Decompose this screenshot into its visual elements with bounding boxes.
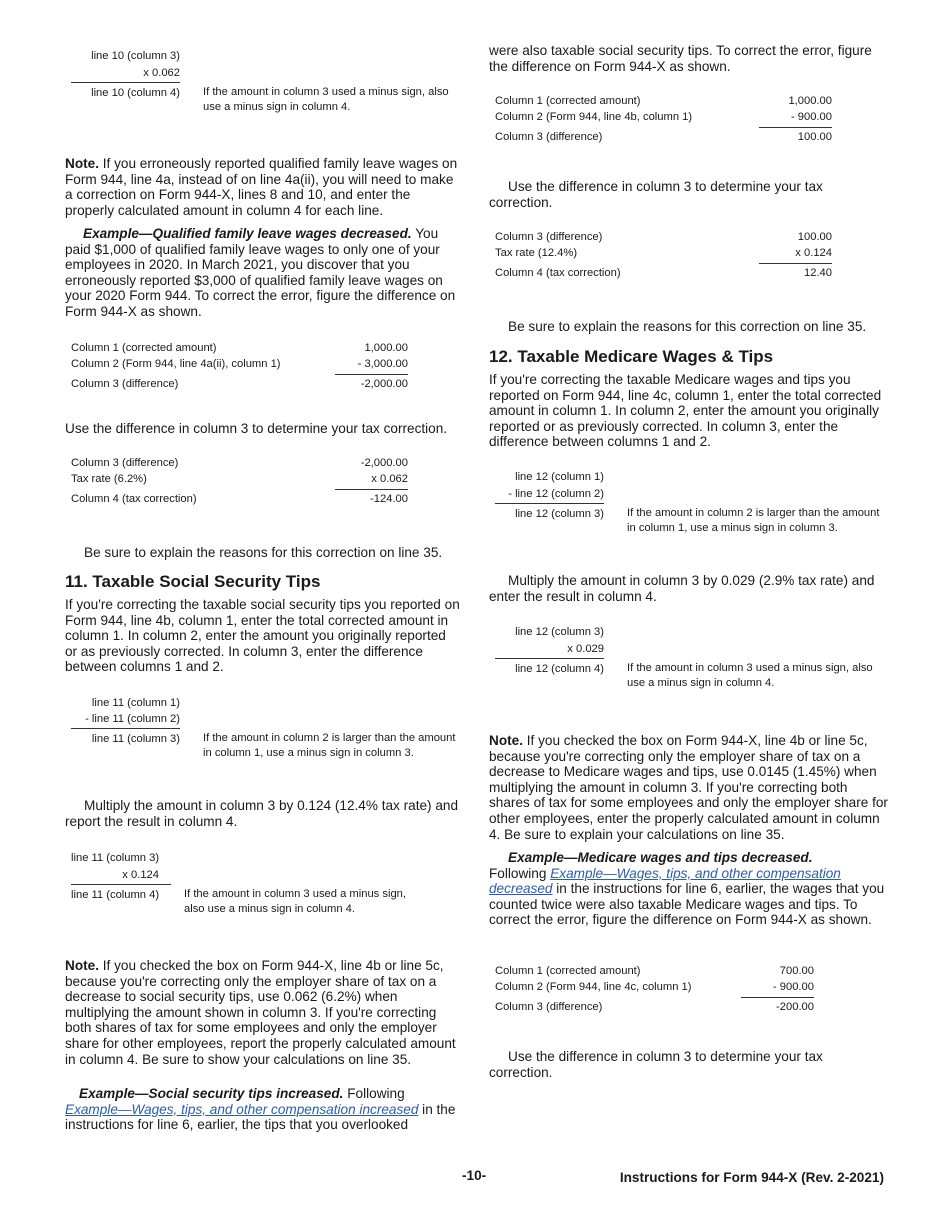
section-11-title: 11. Taxable Social Security Tips xyxy=(65,572,321,591)
section-12-title: 12. Taxable Medicare Wages & Tips xyxy=(489,347,774,366)
table-value: - 900.00 xyxy=(790,111,832,123)
example-medicare xyxy=(489,850,889,928)
table-value: -200.00 xyxy=(776,1001,814,1013)
ws-hint: If the amount in column 2 is larger than the amount in column 1, use a minus sign in column 3. xyxy=(203,732,456,759)
worksheet-line12-diff xyxy=(495,470,890,540)
table-rule xyxy=(335,489,408,490)
ws-result: line 11 (column 4) xyxy=(71,889,160,901)
table-label: Column 4 (tax correction) xyxy=(495,267,621,279)
example-family-leave xyxy=(65,226,460,320)
use-difference-text: Use the difference in column 3 to determine your tax correction. xyxy=(65,421,448,436)
table-rule xyxy=(759,127,832,128)
table-label: Column 3 (difference) xyxy=(495,1001,603,1013)
example-wages-increased-link[interactable]: Example—Wages, tips, and other compensation increased xyxy=(65,1101,419,1117)
section-12-text: If you're correcting the taxable Medicare wages and tips you reported on Form 944, line 4c, column 1, enter the total corrected amount in column 1. In column 2, enter the amount you originally reported or as previously corrected. In column 3, enter the difference between columns 1 and 2. xyxy=(489,372,882,450)
note-text: If you erroneously reported qualified family leave wages on Form 944, line 4a, instead of on line 4a(ii), you will need to make a correction on Form 944-X, lines 8 and 10, and enter the properly calculated amount in column 4 for each line. xyxy=(65,156,458,218)
table-value: -124.00 xyxy=(370,493,408,505)
example-pre: Following xyxy=(489,865,547,881)
explain-text: Be sure to explain the reasons for this correction on line 35. xyxy=(508,319,867,334)
ws-line: line 12 (column 1) xyxy=(515,471,604,483)
ws-hint: If the amount in column 3 used a minus sign, also use a minus sign in column 4. xyxy=(203,86,449,113)
table-label: Column 3 (difference) xyxy=(71,378,179,390)
example-wages-decreased-link[interactable]: Example—Wages, tips, and other compensation decreased xyxy=(489,865,841,897)
table-label: Column 3 (difference) xyxy=(495,231,603,243)
table-family-leave-diff xyxy=(71,342,408,398)
table-rule xyxy=(335,374,408,375)
table-value: -2,000.00 xyxy=(360,457,408,469)
use-difference-text: Use the difference in column 3 to determine your tax correction. xyxy=(489,1049,823,1080)
use-difference-text: Use the difference in column 3 to determine your tax correction. xyxy=(489,179,823,210)
example-label: Example—Social security tips increased. xyxy=(79,1086,344,1101)
table-value: 100.00 xyxy=(797,231,832,243)
table-label: Column 3 (difference) xyxy=(71,457,179,469)
note-label: Note. xyxy=(65,156,99,171)
table-label: Column 2 (Form 944, line 4c, column 1) xyxy=(495,981,692,993)
ws-line: line 12 (column 3) xyxy=(515,626,604,638)
ws-result: line 12 (column 4) xyxy=(515,663,604,675)
ws-hint: If the amount in column 2 is larger than the amount in column 1, use a minus sign in column 3. xyxy=(627,507,880,534)
multiply-11-text: Multiply the amount in column 3 by 0.124 (12.4% tax rate) and report the result in column 4. xyxy=(65,798,459,829)
note-ss-tips xyxy=(65,958,460,1067)
table-label: Column 2 (Form 944, line 4b, column 1) xyxy=(495,111,693,123)
example-text: You paid $1,000 of qualified family leave wages to only one of your employees in 2020. In March 2021, you discover that you erroneously reported $3,000 of qualified family leave wages on your 2020 Form 944. To correct the error, figure the difference on Form 944-X as shown. xyxy=(65,226,456,319)
ws-result: line 10 (column 4) xyxy=(91,87,180,99)
ws-rule xyxy=(495,658,604,659)
ws-rule xyxy=(495,503,604,504)
worksheet-line11-diff xyxy=(71,696,461,766)
example-label: Example—Qualified family leave wages decreased. xyxy=(83,226,412,241)
note-label: Note. xyxy=(65,958,99,973)
table-rule xyxy=(741,997,814,998)
continuation-text: were also taxable social security tips. To correct the error, figure the difference on Form 944-X as shown. xyxy=(489,43,872,74)
table-value: 12.40 xyxy=(804,267,832,279)
ws-rule xyxy=(71,82,180,83)
note-text: If you checked the box on Form 944-X, line 4b or line 5c, because you're correcting only the employer share of tax on a decrease to social security tips, use 0.062 (6.2%) when multiplying the amount shown in column 3. If you're correcting both shares of tax for some employees and only the employer share for other employees, report the properly calculated amount in column 4. Be sure to show your calculations on line 35. xyxy=(65,958,456,1067)
explain-text: Be sure to explain the reasons for this correction on line 35. xyxy=(84,545,443,560)
table-value: x 0.062 xyxy=(371,473,408,485)
ws-line: - line 11 (column 2) xyxy=(85,713,180,725)
table-rule xyxy=(759,263,832,264)
note-text: If you checked the box on Form 944-X, line 4b or line 5c, because you're correcting only the employer share of tax on a decrease to Medicare wages and tips, use 0.0145 (1.45%) when multiplying the amount in column 3. If you're correcting both shares of tax for some employees and only the employer share for other employees, enter the properly calculated amount in column 4. Be sure to explain your calculations on line 35. xyxy=(489,733,888,842)
note-medicare xyxy=(489,733,889,842)
table-value: 700.00 xyxy=(779,965,814,977)
table-label: Column 4 (tax correction) xyxy=(71,493,197,505)
note-family-leave xyxy=(65,156,460,218)
table-value: x 0.124 xyxy=(795,247,832,259)
table-value: -2,000.00 xyxy=(360,378,408,390)
table-ss-tips-diff xyxy=(495,95,832,151)
table-value: - 3,000.00 xyxy=(357,358,408,370)
table-value: 1,000.00 xyxy=(364,342,408,354)
ws-hint: If the amount in column 3 used a minus sign, also use a minus sign in column 4. xyxy=(184,888,407,915)
ws-line: - line 12 (column 2) xyxy=(508,488,604,500)
table-label: Column 1 (corrected amount) xyxy=(495,965,641,977)
example-post: in the instructions for line 6, earlier, the wages that you counted twice were also taxable Medicare wages and tips. To correct the error, figure the difference on Form 944-X as shown. xyxy=(489,881,885,928)
ws-result: line 12 (column 3) xyxy=(515,508,604,520)
ws-multiplier: x 0.062 xyxy=(143,67,180,79)
worksheet-line12-tax xyxy=(495,625,890,695)
worksheet-line11-tax xyxy=(71,851,461,921)
ws-hint: If the amount in column 3 used a minus sign, also use a minus sign in column 4. xyxy=(627,662,873,689)
section-11-text: If you're correcting the taxable social security tips you reported on Form 944, line 4b, column 1, enter the total corrected amount in column 1. In column 2, enter the amount you originally reported or as previously corrected. In column 3, enter the difference between columns 1 and 2. xyxy=(65,597,460,675)
example-label: Example—Medicare wages and tips decreased. xyxy=(508,850,813,865)
ws-multiplier: x 0.124 xyxy=(122,869,159,881)
example-post: in the instructions for line 6, earlier, the tips that you overlooked xyxy=(65,1101,456,1133)
note-label: Note. xyxy=(489,733,523,748)
ws-line: line 11 (column 1) xyxy=(91,697,180,709)
table-family-leave-tax xyxy=(71,457,408,513)
ws-line: line 10 (column 3) xyxy=(91,50,180,62)
table-label: Column 2 (Form 944, line 4a(ii), column 1) xyxy=(71,358,281,370)
ws-multiplier: x 0.029 xyxy=(567,643,604,655)
table-ss-tips-tax xyxy=(495,231,832,287)
multiply-12-text: Multiply the amount in column 3 by 0.029 (2.9% tax rate) and enter the result in column 4. xyxy=(489,573,875,604)
document-title: Instructions for Form 944-X (Rev. 2-2021) xyxy=(619,1170,884,1185)
table-medicare-diff xyxy=(495,965,814,1021)
table-value: - 900.00 xyxy=(772,981,814,993)
example-pre: Following xyxy=(347,1086,405,1101)
table-label: Column 3 (difference) xyxy=(495,131,603,143)
table-label: Column 1 (corrected amount) xyxy=(71,342,217,354)
table-value: 1,000.00 xyxy=(788,95,832,107)
ws-result: line 11 (column 3) xyxy=(91,733,180,745)
example-ss-tips xyxy=(65,1086,460,1133)
table-label: Tax rate (12.4%) xyxy=(495,247,578,259)
table-label: Column 1 (corrected amount) xyxy=(495,95,641,107)
ws-rule xyxy=(71,728,180,729)
page-number: -10- xyxy=(462,1168,487,1183)
ws-line: line 11 (column 3) xyxy=(71,852,160,864)
table-label: Tax rate (6.2%) xyxy=(71,473,147,485)
ws-rule xyxy=(71,884,171,885)
table-value: 100.00 xyxy=(797,131,832,143)
worksheet-line10 xyxy=(71,49,451,119)
